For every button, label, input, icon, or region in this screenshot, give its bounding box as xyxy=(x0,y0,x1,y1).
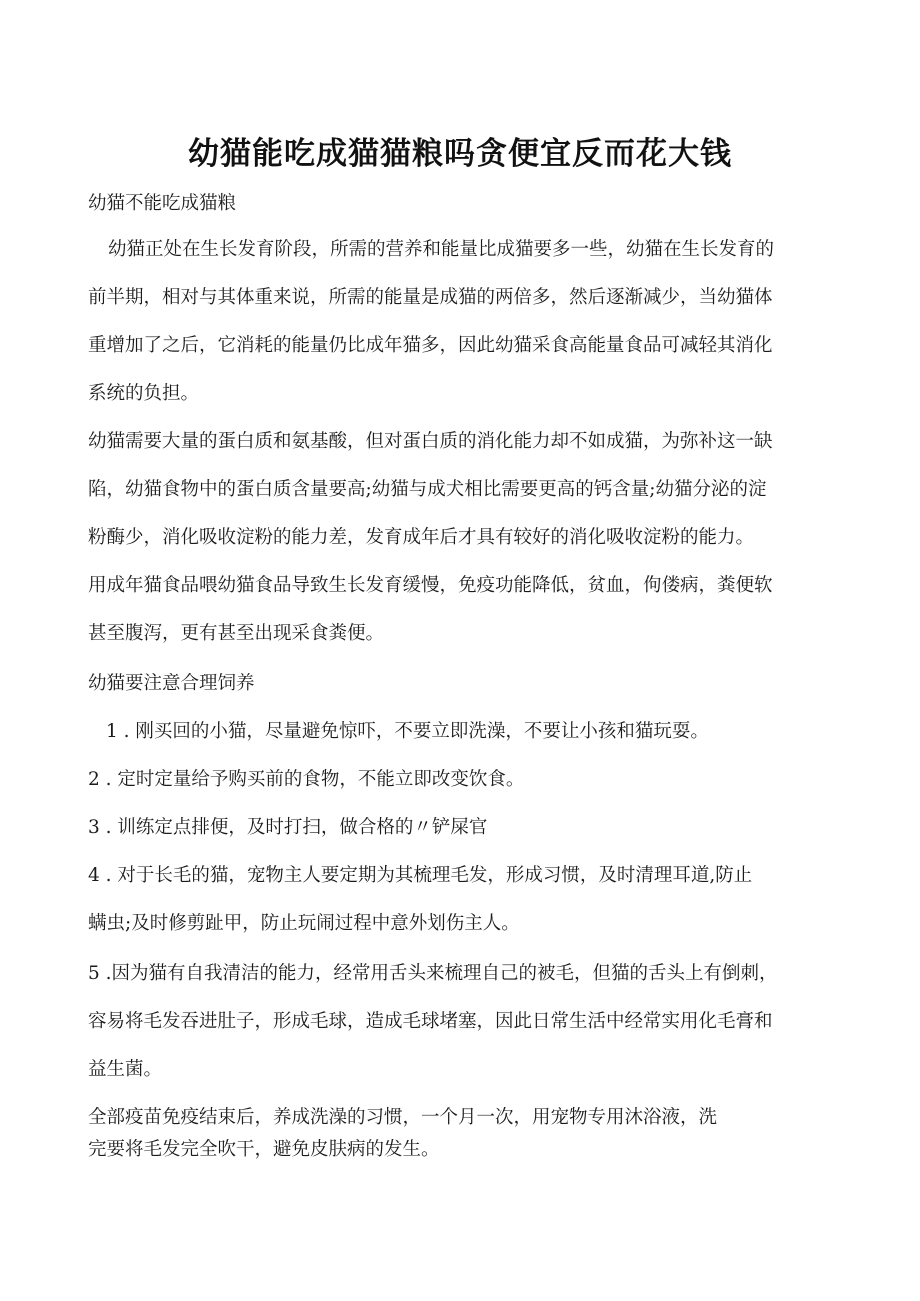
list-item-continuation: 益生菌。 xyxy=(88,1059,163,1080)
paragraph-line: 前半期，相对与其体重来说，所需的能量是成猫的两倍多，然后逐渐减少，当幼猫体 xyxy=(88,287,773,308)
paragraph-line: 系统的负担。 xyxy=(88,383,200,404)
list-item: 4 . 对于长毛的猫，宠物主人要定期为其梳理毛发，形成习惯，及时清理耳道,防止 xyxy=(88,865,753,886)
paragraph-line: 甚至腹泻，更有甚至出现采食粪便。 xyxy=(88,623,385,644)
list-item: 1 . 刚买回的小猫，尽量避免惊吓，不要立即洗澡，不要让小孩和猫玩耍。 xyxy=(106,721,709,742)
section-heading-feeding: 幼猫要注意合理饲养 xyxy=(88,673,255,694)
paragraph-line: 陷，幼猫食物中的蛋白质含量要高;幼猫与成犬相比需要更高的钙含量;幼猫分泌的淀 xyxy=(88,479,767,500)
paragraph-line: 完要将毛发完全吹干，避免皮肤病的发生。 xyxy=(88,1139,440,1160)
list-item-continuation: 螨虫;及时修剪趾甲，防止玩闹过程中意外划伤主人。 xyxy=(88,913,520,934)
paragraph-line: 幼猫需要大量的蛋白质和氨基酸，但对蛋白质的消化能力却不如成猫，为弥补这一缺 xyxy=(88,431,773,452)
paragraph-line: 粉酶少，消化吸收淀粉的能力差，发育成年后才具有较好的消化吸收淀粉的能力。 xyxy=(88,527,755,548)
list-item: 5 .因为猫有自我清洁的能力，经常用舌头来梳理自己的被毛，但猫的舌头上有倒刺， xyxy=(88,963,778,984)
paragraph-line: 用成年猫食品喂幼猫食品导致生长发育缓慢，免疫功能降低，贫血，佝偻病，粪便软 xyxy=(88,575,773,596)
list-item-continuation: 容易将毛发吞进肚子，形成毛球，造成毛球堵塞，因此日常生活中经常实用化毛膏和 xyxy=(88,1011,773,1032)
paragraph-line: 幼猫正处在生长发育阶段，所需的营养和能量比成猫要多一些，幼猫在生长发育的 xyxy=(108,239,775,260)
list-item: 2 . 定时定量给予购买前的食物，不能立即改变饮食。 xyxy=(88,769,525,790)
document-title: 幼猫能吃成猫猫粮吗贪便宜反而花大钱 xyxy=(188,136,732,172)
paragraph-line: 全部疫苗免疫结束后，养成洗澡的习惯，一个月一次，用宠物专用沐浴液，洗 xyxy=(88,1107,718,1128)
list-item: 3 . 训练定点排便，及时打扫，做合格的〃铲屎官 xyxy=(88,817,488,838)
paragraph-line: 重增加了之后，它消耗的能量仍比成年猫多，因此幼猫采食高能量食品可减轻其消化 xyxy=(88,335,773,356)
section-heading-kitten-no-adult-food: 幼猫不能吃成猫粮 xyxy=(88,193,237,214)
